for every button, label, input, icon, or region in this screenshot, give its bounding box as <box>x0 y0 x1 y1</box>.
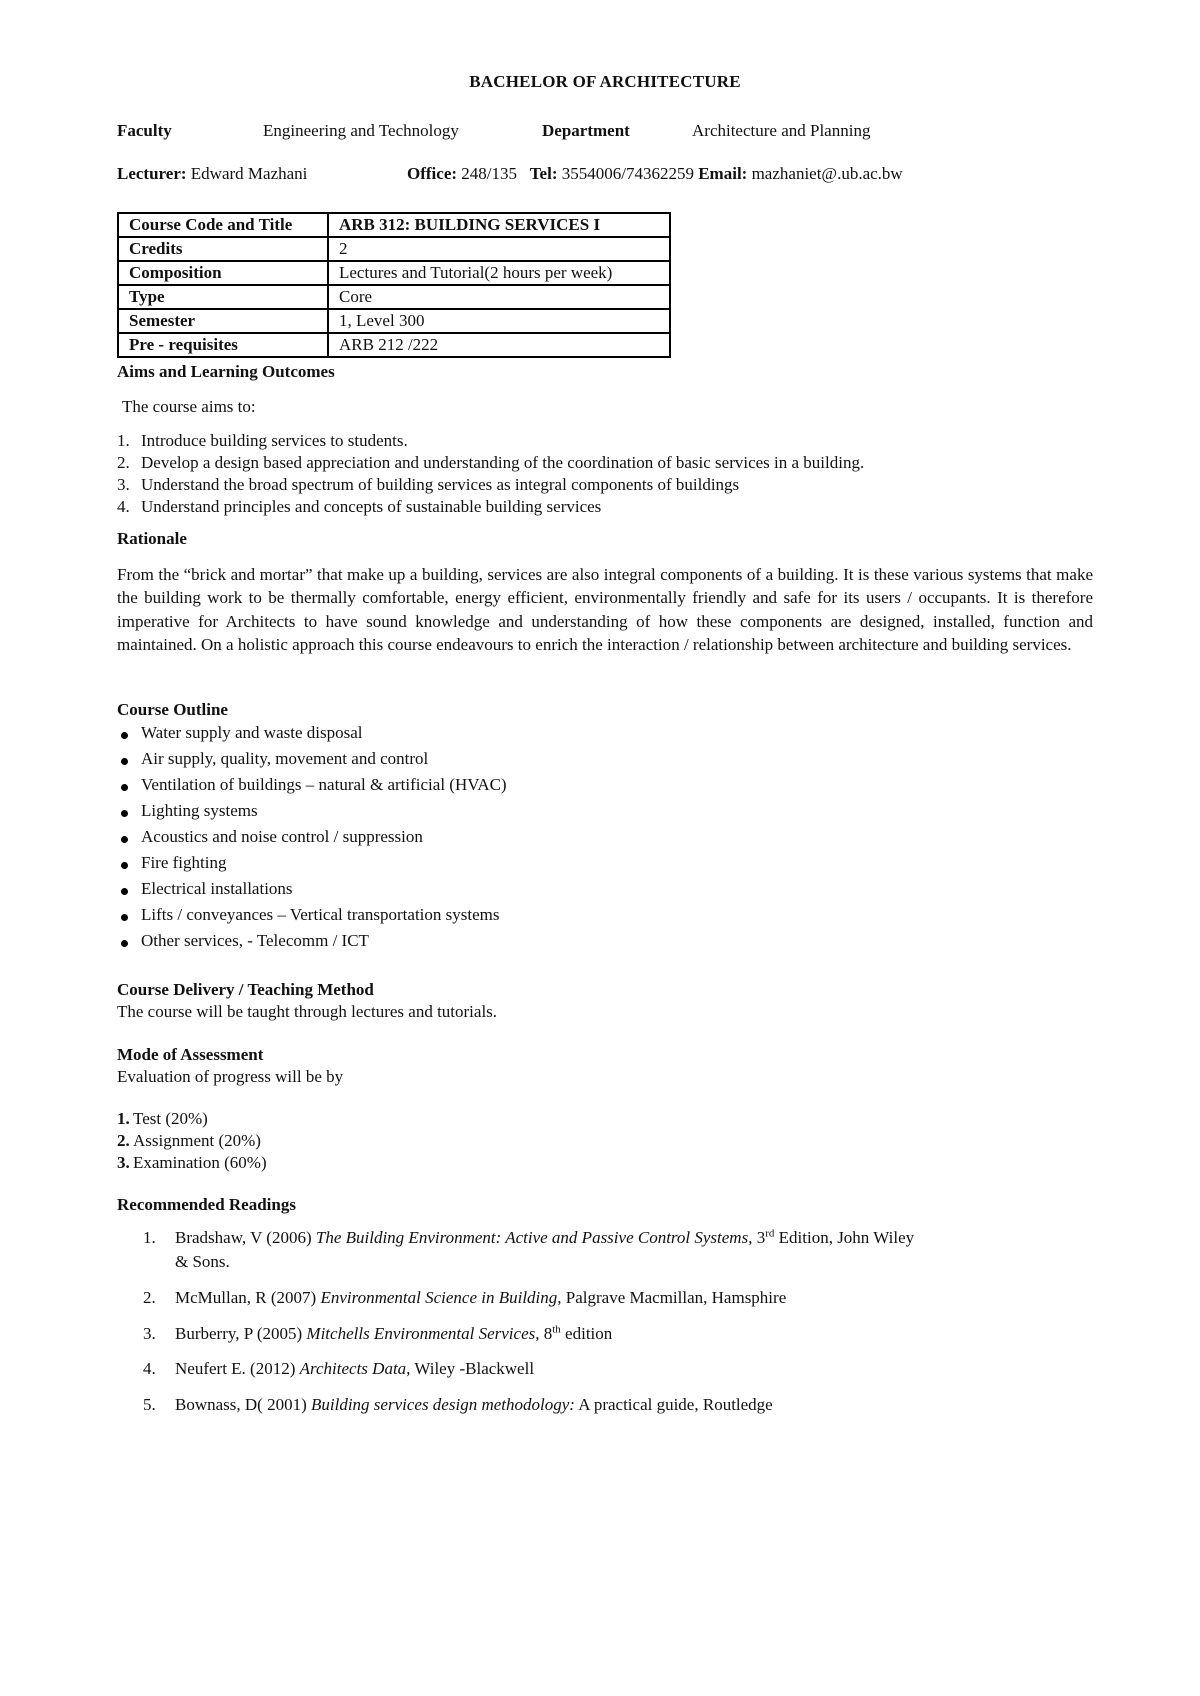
course-table-value: ARB 312: BUILDING SERVICES I <box>328 213 670 237</box>
outline-item: Acoustics and noise control / suppression <box>141 827 423 846</box>
reading-author: McMullan, R (2007) <box>175 1288 321 1307</box>
reading-title: Building services design methodology: <box>311 1395 575 1414</box>
reading-author: Neufert E. (2012) <box>175 1359 300 1378</box>
email-value: mazhaniet@.ub.ac.bw <box>751 164 903 183</box>
course-table-value: Core <box>328 285 670 309</box>
assessment-text: Assignment (20%) <box>133 1131 261 1150</box>
reading-citation <box>175 1324 612 1344</box>
reading-citation <box>175 1395 773 1415</box>
office-label: Office: <box>407 164 458 183</box>
outline-item: Electrical installations <box>141 879 293 898</box>
course-table-key: Semester <box>118 309 328 333</box>
lecturer-line <box>117 164 307 184</box>
bullet-icon <box>121 862 128 869</box>
outline-item: Ventilation of buildings – natural & artificial (HVAC) <box>141 775 507 794</box>
reading-number: 5. <box>143 1395 156 1414</box>
reading-publisher: A practical guide, Routledge <box>574 1395 773 1414</box>
faculty-label: Faculty <box>117 121 172 140</box>
reading-number: 2. <box>143 1288 156 1307</box>
reading-number: 4. <box>143 1359 156 1378</box>
lecturer-label: Lecturer: <box>117 164 187 183</box>
delivery-text: The course will be taught through lectures and tutorials. <box>117 1002 498 1021</box>
department-value: Architecture and Planning <box>692 121 871 140</box>
assessment-intro: Evaluation of progress will be by <box>117 1067 344 1086</box>
course-info-table <box>117 212 671 358</box>
outline-item: Lifts / conveyances – Vertical transportation systems <box>141 905 500 924</box>
bullet-icon <box>121 914 128 921</box>
aims-intro: The course aims to: <box>122 397 256 416</box>
assessment-number: 1. <box>117 1109 130 1128</box>
delivery-heading: Course Delivery / Teaching Method <box>117 980 374 999</box>
course-table-key: Type <box>118 285 328 309</box>
reading-publisher: edition <box>560 1324 613 1343</box>
reading-publisher: Wiley -Blackwell <box>410 1359 535 1378</box>
reading-edition-number: 8 <box>539 1324 553 1343</box>
course-table-row <box>118 333 670 357</box>
aim-number: 3. <box>117 475 130 494</box>
aim-text: Understand the broad spectrum of building services as integral components of buildings <box>141 475 740 494</box>
assessment-text: Examination (60%) <box>133 1153 267 1172</box>
reading-title: Architects Data, <box>299 1359 411 1378</box>
assessment-heading: Mode of Assessment <box>117 1045 264 1064</box>
tel-value: 3554006/74362259 <box>561 164 694 183</box>
aim-number: 4. <box>117 497 130 516</box>
aim-number: 1. <box>117 431 130 450</box>
outline-item: Lighting systems <box>141 801 258 820</box>
tel-label: Tel: <box>529 164 558 183</box>
email-label: Email: <box>698 164 748 183</box>
aim-text: Develop a design based appreciation and understanding of the coordination of basic services in a building. <box>141 453 865 472</box>
reading-author: Burberry, P (2005) <box>175 1324 307 1343</box>
course-table-key: Composition <box>118 261 328 285</box>
reading-title: Environmental Science in Building, <box>320 1288 562 1307</box>
reading-title: The Building Environment: Active and Passive Control Systems, <box>315 1228 753 1247</box>
outline-item: Other services, - Telecomm / ICT <box>141 931 369 950</box>
course-table-row <box>118 285 670 309</box>
reading-citation <box>175 1228 914 1248</box>
reading-continuation: & Sons. <box>175 1252 230 1271</box>
outline-item: Fire fighting <box>141 853 227 872</box>
readings-heading: Recommended Readings <box>117 1195 296 1214</box>
reading-edition-suffix: rd <box>765 1227 775 1240</box>
course-table-row <box>118 309 670 333</box>
department-label: Department <box>542 121 630 140</box>
bullet-icon <box>121 784 128 791</box>
reading-citation <box>175 1288 786 1308</box>
reading-citation <box>175 1359 534 1379</box>
course-table-row <box>118 213 670 237</box>
course-table-value: ARB 212 /222 <box>328 333 670 357</box>
aim-text: Introduce building services to students. <box>141 431 408 450</box>
reading-number: 1. <box>143 1228 156 1247</box>
course-table-value: Lectures and Tutorial(2 hours per week) <box>328 261 670 285</box>
reading-author: Bradshaw, V (2006) <box>175 1228 316 1247</box>
course-table-key: Pre - requisites <box>118 333 328 357</box>
course-table-value: 1, Level 300 <box>328 309 670 333</box>
assessment-number: 2. <box>117 1131 130 1150</box>
reading-title: Mitchells Environmental Services, <box>306 1324 540 1343</box>
bullet-icon <box>121 732 128 739</box>
rationale-text: From the “brick and mortar” that make up a building, services are also integral components of a building. It is these various systems that make the building work to be thermally comfortable, energy efficient, environmentally friendly and safe for its users / occupants. It is therefore imperative for Architects to have sound knowledge and understanding of how these components are designed, installed, function and maintained. On a holistic approach this course endeavours to enrich the interaction / relationship between architecture and building services. <box>117 565 1093 654</box>
course-table-row <box>118 261 670 285</box>
course-table-key: Course Code and Title <box>118 213 328 237</box>
reading-publisher: Edition, John Wiley <box>774 1228 915 1247</box>
course-table-key: Credits <box>118 237 328 261</box>
course-table-row <box>118 237 670 261</box>
rationale-heading: Rationale <box>117 529 187 548</box>
lecturer-value: Edward Mazhani <box>190 164 308 183</box>
bullet-icon <box>121 810 128 817</box>
contact-line <box>407 164 903 184</box>
bullet-icon <box>121 940 128 947</box>
bullet-icon <box>121 888 128 895</box>
aim-text: Understand principles and concepts of sustainable building services <box>141 497 602 516</box>
bullet-icon <box>121 758 128 765</box>
assessment-text: Test (20%) <box>133 1109 208 1128</box>
reading-publisher: Palgrave Macmillan, Hamsphire <box>561 1288 787 1307</box>
bullet-icon <box>121 836 128 843</box>
office-value: 248/135 <box>461 164 518 183</box>
faculty-value: Engineering and Technology <box>263 121 459 140</box>
outline-item: Air supply, quality, movement and control <box>141 749 429 768</box>
outline-item: Water supply and waste disposal <box>141 723 363 742</box>
reading-edition-suffix: th <box>552 1323 561 1336</box>
course-table-value: 2 <box>328 237 670 261</box>
document-title: BACHELOR OF ARCHITECTURE <box>469 72 741 91</box>
reading-edition-number: 3 <box>752 1228 766 1247</box>
aims-heading: Aims and Learning Outcomes <box>117 362 335 381</box>
reading-author: Bownass, D( 2001) <box>175 1395 311 1414</box>
assessment-number: 3. <box>117 1153 130 1172</box>
reading-number: 3. <box>143 1324 156 1343</box>
outline-heading: Course Outline <box>117 700 228 719</box>
aim-number: 2. <box>117 453 130 472</box>
